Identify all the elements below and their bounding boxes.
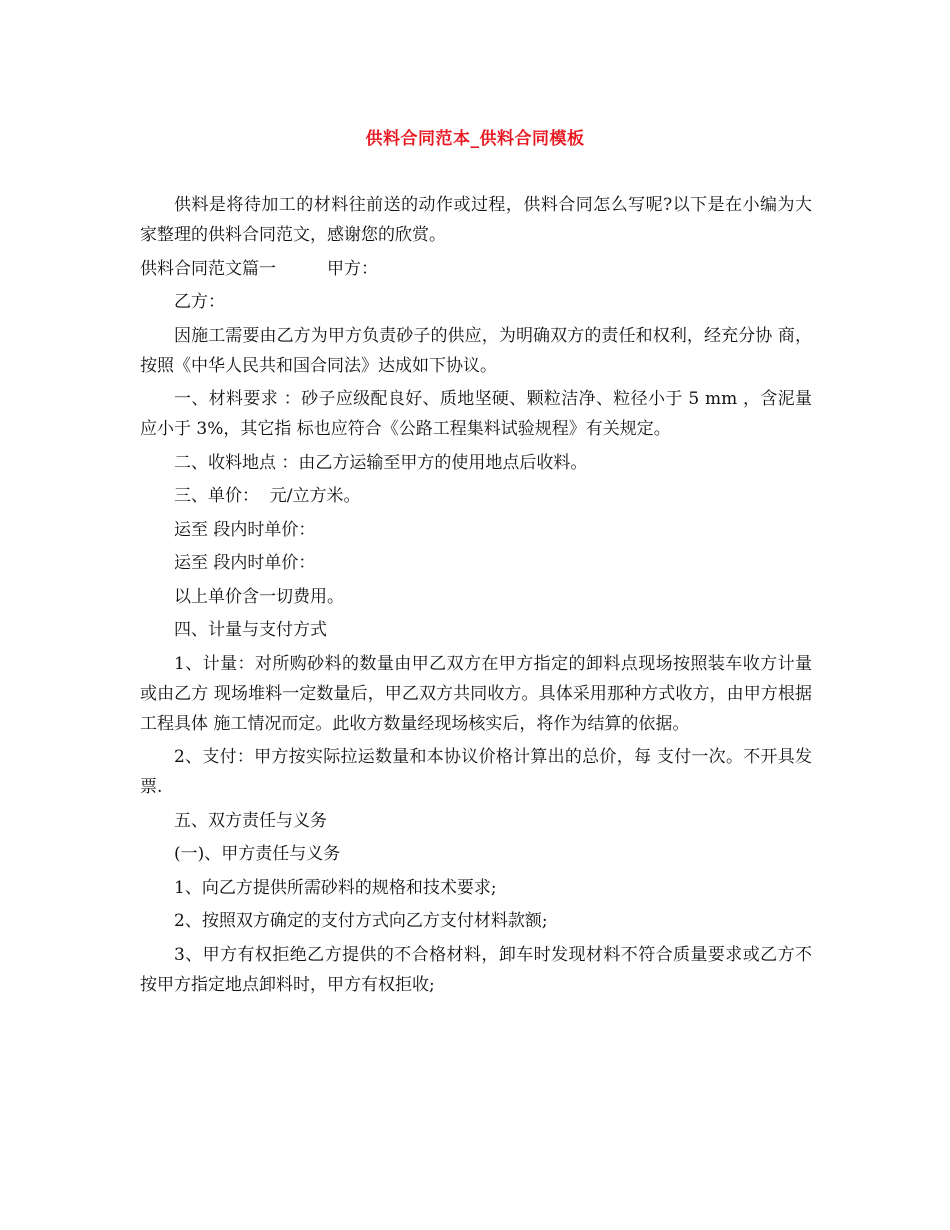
paragraph-price-line-2: 运至 段内时单价： — [174, 553, 316, 573]
paragraph-party-a: 供料合同范文篇一 甲方： — [140, 258, 378, 279]
paragraph-clause-2: 二、收料地点 ：由乙方运输至甲方的使用地点后收料。 — [174, 452, 588, 473]
paragraph-party-b: 乙方： — [174, 292, 225, 312]
paragraph-intro: 供料是将待加工的材料往前送的动作或过程，供料合同怎么写呢?以下是在小编为大家整理的供料合同范文，感谢您的欣赏。 — [140, 195, 812, 245]
paragraph-duty-3: 3、甲方有权拒绝乙方提供的不合格材料，卸车时发现材料不符合质量要求或乙方不 按甲方指定地点卸料时，甲方有权拒收; — [140, 944, 818, 995]
document-body — [140, 190, 818, 1003]
paragraph-price-note: 以上单价含一切费用。 — [174, 586, 344, 607]
paragraph-payment: 2、支付：甲方按实际拉运数量和本协议价格计算出的总价，每 支付一次。不开具发票. — [140, 747, 812, 797]
paragraph-measurement: 1、计量：对所购砂料的数量由甲乙双方在甲方指定的卸料点现场按照装车收方计量或由乙方 现场堆料一定数量后，甲乙双方共同收方。具体采用那种方式收方，由甲方根据工程具体 施工情况而定。此收方数量经现场核实后，将作为结算的依据。 — [140, 653, 812, 734]
paragraph-price-line-1: 运至 段内时单价： — [174, 519, 316, 540]
paragraph-party-a-duties: (一)、甲方责任与义务 — [174, 844, 341, 864]
paragraph-clause-3: 三、单价： 元/立方米。 — [174, 486, 361, 506]
paragraph-purpose: 因施工需要由乙方为甲方负责砂子的供应，为明确双方的责任和权利，经充分协 商，按照《中华人民共和国合同法》达成如下协议。 — [140, 325, 812, 376]
paragraph-clause-4: 四、计量与支付方式 — [174, 620, 327, 640]
paragraph-duty-1: 1、向乙方提供所需砂料的规格和技术要求; — [174, 877, 497, 898]
paragraph-duty-2: 2、按照双方确定的支付方式向乙方支付材料款额; — [174, 911, 548, 931]
paragraph-clause-1: 一、材料要求 ：砂子应级配良好、质地坚硬、颗粒洁净、粒径小于 5 mm ，含泥量应小于 3%，其它指 标也应符合《公路工程集料试验规程》有关规定。 — [140, 389, 812, 439]
document-title: 供料合同范本_供料合同模板 — [365, 129, 585, 149]
paragraph-clause-5: 五、双方责任与义务 — [174, 810, 327, 831]
